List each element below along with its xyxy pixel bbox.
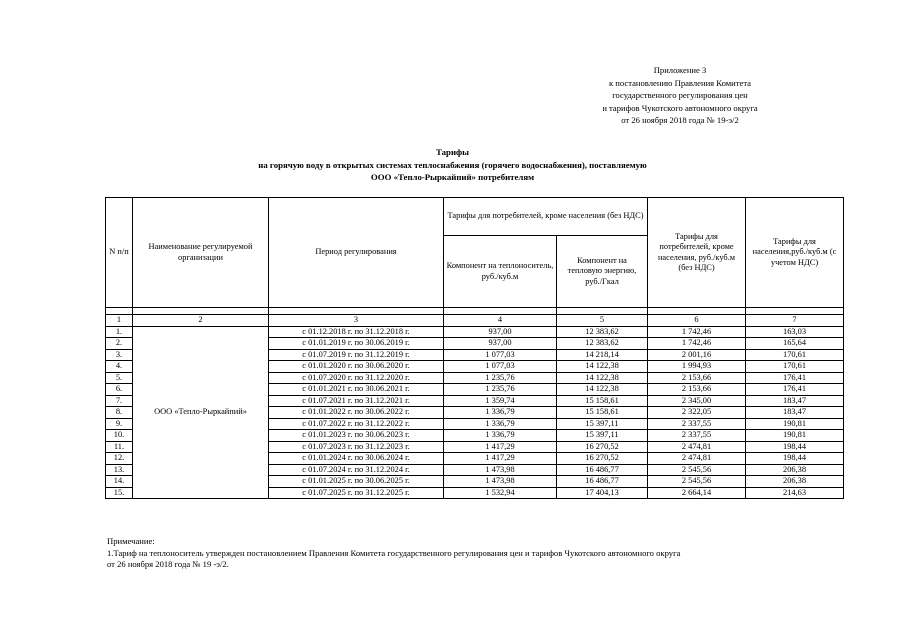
tariff-non-population-cell: 2 153,66 — [648, 372, 746, 384]
thermal-component-cell: 14 218,14 — [557, 349, 648, 361]
row-number: 11. — [106, 441, 133, 453]
tariff-non-population-cell: 2 153,66 — [648, 384, 746, 396]
period-cell: с 01.01.2019 г. по 30.06.2019 г. — [269, 338, 444, 350]
header-thermal-component: Компонент на тепловую энергию, руб./Гкал — [557, 236, 648, 308]
appendix-line: к постановлению Правления Комитета — [608, 77, 751, 88]
tariff-population-cell: 183,47 — [746, 407, 844, 419]
thermal-component-cell: 16 270,52 — [557, 441, 648, 453]
coolant-component-cell: 1 336,79 — [444, 418, 557, 430]
tariff-population-cell: 170,61 — [746, 361, 844, 373]
thermal-component-cell: 16 486,77 — [557, 464, 648, 476]
thermal-component-cell: 14 122,38 — [557, 361, 648, 373]
thermal-component-cell: 16 270,52 — [557, 453, 648, 465]
tariff-non-population-cell: 2 337,55 — [648, 418, 746, 430]
period-cell: с 01.07.2019 г. по 31.12.2019 г. — [269, 349, 444, 361]
header-organization: Наименование регулируемой организации — [133, 198, 269, 308]
title-line-3: ООО «Тепло-Рыркайпий» потребителям — [370, 172, 535, 182]
tariff-population-cell: 176,41 — [746, 384, 844, 396]
header-period: Период регулирования — [269, 198, 444, 308]
tariff-population-cell: 170,61 — [746, 349, 844, 361]
row-number: 1. — [106, 326, 133, 338]
coolant-component-cell: 1 417,29 — [444, 453, 557, 465]
tariff-non-population-cell: 2 001,16 — [648, 349, 746, 361]
coolant-component-cell: 1 077,03 — [444, 349, 557, 361]
tariff-non-population-cell: 2 545,56 — [648, 476, 746, 488]
header-coolant-component: Компонент на теплоноситель, руб./куб.м — [444, 236, 557, 308]
row-number: 4. — [106, 361, 133, 373]
coolant-component-cell: 1 359,74 — [444, 395, 557, 407]
thermal-component-cell: 15 158,61 — [557, 407, 648, 419]
row-number: 12. — [106, 453, 133, 465]
tariff-non-population-cell: 2 322,05 — [648, 407, 746, 419]
title-line-1: Тарифы — [436, 147, 469, 157]
tariff-population-cell: 163,03 — [746, 326, 844, 338]
period-cell: с 01.07.2024 г. по 31.12.2024 г. — [269, 464, 444, 476]
period-cell: с 01.01.2023 г. по 30.06.2023 г. — [269, 430, 444, 442]
coolant-component-cell: 1 336,79 — [444, 430, 557, 442]
row-number: 15. — [106, 487, 133, 499]
note-heading: Примечание: — [107, 536, 155, 546]
document-title — [200, 146, 705, 184]
column-number: 1 — [106, 315, 133, 327]
row-number: 10. — [106, 430, 133, 442]
tariff-population-cell: 214,63 — [746, 487, 844, 499]
period-cell: с 01.07.2025 г. по 31.12.2025 г. — [269, 487, 444, 499]
column-number: 4 — [444, 315, 557, 327]
period-cell: с 01.07.2020 г. по 31.12.2020 г. — [269, 372, 444, 384]
row-number: 14. — [106, 476, 133, 488]
column-number: 2 — [133, 315, 269, 327]
tariff-population-cell: 198,44 — [746, 441, 844, 453]
tariff-population-cell: 206,38 — [746, 464, 844, 476]
header-tariff-non-population: Тарифы для потребителей, кроме населения, руб./куб.м (без НДС) — [648, 198, 746, 308]
header-tariff-population: Тарифы для населения,руб./куб.м (с учетом НДС) — [746, 198, 844, 308]
thermal-component-cell: 14 122,38 — [557, 372, 648, 384]
tariff-population-cell: 176,41 — [746, 372, 844, 384]
row-number: 8. — [106, 407, 133, 419]
appendix-line: от 26 ноября 2018 года № 19-э/2 — [621, 115, 739, 126]
tariff-non-population-cell: 2 664,14 — [648, 487, 746, 499]
organization-name: ООО «Тепло-Рыркайпий» — [133, 326, 269, 499]
tariff-population-cell: 190,81 — [746, 430, 844, 442]
row-number: 2. — [106, 338, 133, 350]
coolant-component-cell: 1 235,76 — [444, 384, 557, 396]
thermal-component-cell: 12 383,62 — [557, 326, 648, 338]
period-cell: с 01.01.2022 г. по 30.06.2022 г. — [269, 407, 444, 419]
column-number: 7 — [746, 315, 844, 327]
note-line-2: от 26 ноября 2018 года № 19 -э/2. — [107, 559, 229, 569]
tariff-non-population-cell: 2 474,81 — [648, 453, 746, 465]
title-line-2: на горячую воду в открытых системах теплоснабжения (горячего водоснабжения), поставляемую — [258, 159, 647, 170]
period-cell: с 01.01.2024 г. по 30.06.2024 г. — [269, 453, 444, 465]
thermal-component-cell: 15 397,11 — [557, 418, 648, 430]
period-cell: с 01.12.2018 г. по 31.12.2018 г. — [269, 326, 444, 338]
thermal-component-cell: 14 122,38 — [557, 384, 648, 396]
period-cell: с 01.07.2021 г. по 31.12.2021 г. — [269, 395, 444, 407]
coolant-component-cell: 1 336,79 — [444, 407, 557, 419]
coolant-component-cell: 1 532,94 — [444, 487, 557, 499]
row-number: 7. — [106, 395, 133, 407]
header-group-non-population: Тарифы для потребителей, кроме населения (без НДС) — [444, 198, 648, 236]
tariff-non-population-cell: 1 742,46 — [648, 338, 746, 350]
tariff-table — [105, 197, 844, 499]
column-number: 3 — [269, 315, 444, 327]
tariff-population-cell: 198,44 — [746, 453, 844, 465]
tariff-non-population-cell: 1 994,93 — [648, 361, 746, 373]
appendix-header — [550, 64, 810, 127]
period-cell: с 01.01.2021 г. по 30.06.2021 г. — [269, 384, 444, 396]
tariff-population-cell: 183,47 — [746, 395, 844, 407]
row-number: 6. — [106, 384, 133, 396]
coolant-component-cell: 1 473,98 — [444, 464, 557, 476]
tariff-non-population-cell: 2 337,55 — [648, 430, 746, 442]
tariff-non-population-cell: 1 742,46 — [648, 326, 746, 338]
appendix-line: государственного регулирования цен — [612, 90, 748, 101]
appendix-line: Приложение 3 — [653, 65, 707, 75]
period-cell: с 01.01.2025 г. по 30.06.2025 г. — [269, 476, 444, 488]
thermal-component-cell: 17 404,13 — [557, 487, 648, 499]
period-cell: с 01.07.2023 г. по 31.12.2023 г. — [269, 441, 444, 453]
coolant-component-cell: 937,00 — [444, 326, 557, 338]
thermal-component-cell: 15 158,61 — [557, 395, 648, 407]
coolant-component-cell: 1 473,98 — [444, 476, 557, 488]
tariff-population-cell: 165,64 — [746, 338, 844, 350]
period-cell: с 01.07.2022 г. по 31.12.2022 г. — [269, 418, 444, 430]
tariff-non-population-cell: 2 545,56 — [648, 464, 746, 476]
header-spacer — [106, 308, 844, 315]
column-number: 5 — [557, 315, 648, 327]
row-number: 13. — [106, 464, 133, 476]
appendix-line: и тарифов Чукотского автономного округа — [602, 102, 758, 113]
tariff-non-population-cell: 2 345,00 — [648, 395, 746, 407]
note-line-1: 1.Тариф на теплоноситель утвержден постановлением Правления Комитета государственного регулирования цен и тарифов Чукотского автономного округа — [107, 547, 681, 558]
period-cell: с 01.01.2020 г. по 30.06.2020 г. — [269, 361, 444, 373]
row-number: 5. — [106, 372, 133, 384]
note — [107, 536, 847, 571]
coolant-component-cell: 1 077,03 — [444, 361, 557, 373]
coolant-component-cell: 1 417,29 — [444, 441, 557, 453]
thermal-component-cell: 15 397,11 — [557, 430, 648, 442]
coolant-component-cell: 1 235,76 — [444, 372, 557, 384]
table-row — [106, 326, 844, 338]
tariff-non-population-cell: 2 474,81 — [648, 441, 746, 453]
row-number: 3. — [106, 349, 133, 361]
row-number: 9. — [106, 418, 133, 430]
column-number: 6 — [648, 315, 746, 327]
header-num: N п/п — [106, 198, 133, 308]
tariff-population-cell: 190,81 — [746, 418, 844, 430]
column-number-row — [106, 315, 844, 327]
coolant-component-cell: 937,00 — [444, 338, 557, 350]
thermal-component-cell: 12 383,62 — [557, 338, 648, 350]
tariff-population-cell: 206,38 — [746, 476, 844, 488]
thermal-component-cell: 16 486,77 — [557, 476, 648, 488]
